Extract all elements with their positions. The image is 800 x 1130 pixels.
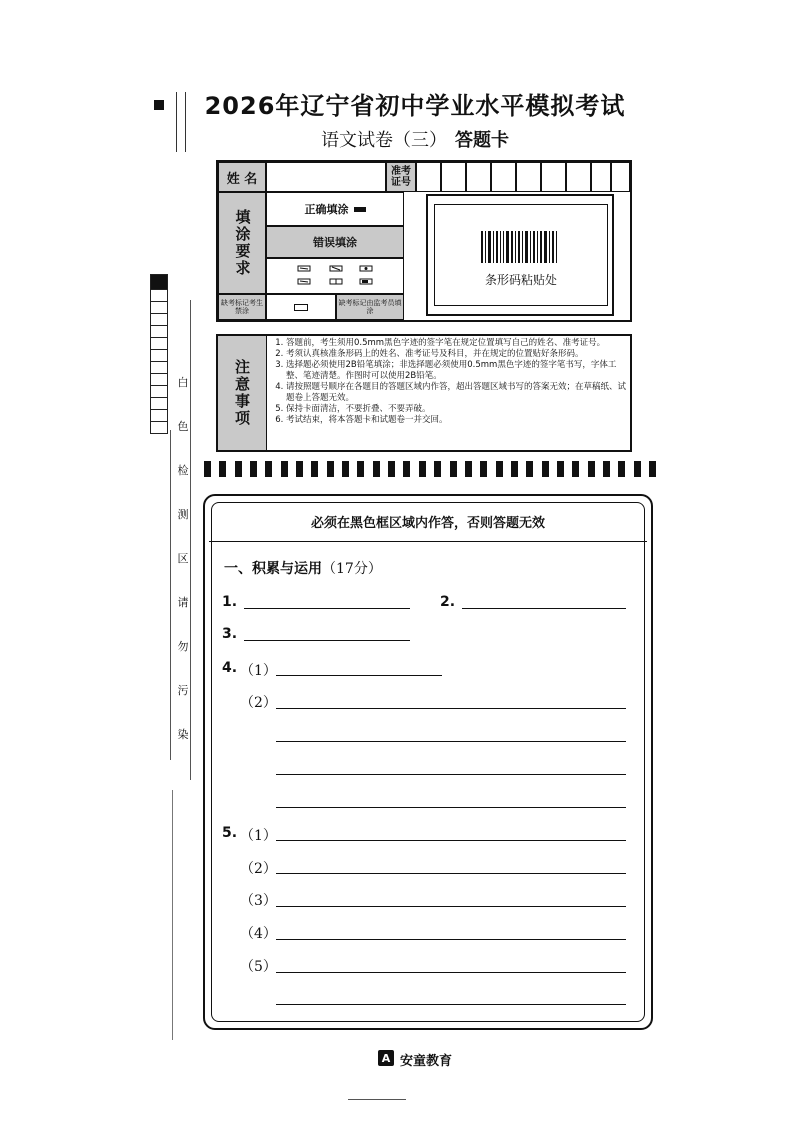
barcode-label: 条形码粘贴处 (484, 273, 557, 287)
exam-id-label: 准考证号 (386, 162, 416, 192)
warning-char: 污 (177, 684, 189, 697)
question-1-answer-line[interactable] (244, 608, 410, 609)
timing-mark (419, 461, 426, 477)
exam-id-digit[interactable] (541, 162, 566, 192)
warning-char: 勿 (177, 640, 189, 653)
question-5-3-answer-line[interactable] (276, 906, 626, 907)
empty-mark-icon (294, 304, 308, 311)
question-5-label: 5. (222, 825, 238, 841)
question-4-2-answer-line[interactable] (276, 741, 626, 742)
timing-mark (450, 461, 457, 477)
question-4-1-answer-line[interactable] (276, 675, 442, 676)
timing-mark (311, 461, 318, 477)
name-label: 姓 名 (218, 162, 266, 192)
answer-card-label: 答题卡 (455, 130, 509, 151)
timing-mark (542, 461, 549, 477)
timing-mark (296, 461, 303, 477)
section-name: 一、积累与运用 (224, 561, 322, 577)
notice-item: 3. 选择题必须使用2B铅笔填涂；非选择题必须使用0.5mm黑色字迹的签字笔书写，字体工整、笔迹清楚。作图时可以使用2B铅笔。 (286, 360, 626, 382)
warning-char: 染 (177, 728, 189, 741)
timing-mark (588, 461, 595, 477)
notice-box (216, 334, 632, 452)
timing-mark (250, 461, 257, 477)
timing-mark (357, 461, 364, 477)
barcode-inner-frame (434, 204, 608, 306)
timing-mark (496, 461, 503, 477)
timing-mark (649, 461, 656, 477)
absent-mark-box[interactable] (266, 294, 336, 320)
timing-mark (388, 461, 395, 477)
correct-fill-row (266, 192, 404, 226)
barcode-area (426, 194, 614, 316)
question-4-sub-1-label: （1） (240, 663, 277, 679)
exam-id-digit[interactable] (441, 162, 466, 192)
brand-name: 安童教育 (400, 1054, 453, 1069)
warning-divider (209, 541, 647, 542)
absent-student-label: 缺考标记考生禁涂 (218, 294, 266, 320)
notice-list (272, 338, 626, 426)
section-score: （17分） (322, 561, 382, 577)
answer-warning: 必须在黑色框区域内作答，否则答题无效 (310, 516, 545, 531)
warning-char: 测 (177, 508, 189, 521)
timing-mark (465, 461, 472, 477)
timing-mark (526, 461, 533, 477)
timing-mark (265, 461, 272, 477)
exam-id-digit[interactable] (416, 162, 441, 192)
name-field[interactable] (266, 162, 386, 192)
barcode-icon (481, 231, 565, 263)
white-check-zone-label (176, 376, 190, 772)
timing-mark (434, 461, 441, 477)
page-footer-line (348, 1099, 406, 1100)
binding-line (176, 92, 186, 152)
color-check-strip (150, 274, 168, 434)
timing-mark (342, 461, 349, 477)
wrong-mark-examples-icon (280, 264, 390, 288)
question-1-label: 1. (222, 594, 238, 610)
question-5-2-answer-line[interactable] (276, 873, 626, 874)
exam-id-digit[interactable] (491, 162, 516, 192)
exam-id-digit[interactable] (566, 162, 591, 192)
timing-mark (557, 461, 564, 477)
question-4-sub-2-label: （2） (240, 695, 277, 711)
notice-item: 2. 考须认真核准条形码上的姓名、准考证号及科目，并在规定的位置贴好条形码。 (286, 349, 626, 360)
question-4-2-answer-line[interactable] (276, 708, 626, 709)
notice-item: 1. 答题前，考生须用0.5mm黑色字迹的签字笔在规定位置填写自己的姓名、准考证号。 (286, 338, 626, 349)
exam-id-digit[interactable] (611, 162, 630, 192)
question-5-5-answer-line[interactable] (276, 972, 626, 973)
subject-label: 语文试卷（三） (321, 130, 447, 151)
filled-mark-icon (354, 207, 366, 212)
timing-mark (281, 461, 288, 477)
corner-marker-icon (154, 100, 164, 110)
question-5-sub-2-label: （2） (240, 861, 277, 877)
question-3-answer-line[interactable] (244, 640, 410, 641)
timing-mark (572, 461, 579, 477)
question-4-label: 4. (222, 660, 238, 676)
timing-mark (235, 461, 242, 477)
warning-char: 检 (177, 464, 189, 477)
notice-item: 4. 请按照题号顺序在各题目的答题区域内作答，超出答题区域书写的答案无效；在草稿纸、试题卷上答题无效。 (286, 382, 626, 404)
question-4-2-answer-line[interactable] (276, 807, 626, 808)
notice-item: 6. 考试结束，将本答题卡和试题卷一并交回。 (286, 415, 626, 426)
binding-line-left (170, 430, 171, 760)
question-5-sub-3-label: （3） (240, 893, 277, 909)
question-5-4-answer-line[interactable] (276, 939, 626, 940)
timing-mark (618, 461, 625, 477)
wrong-fill-examples (266, 258, 404, 294)
exam-id-digit[interactable] (466, 162, 491, 192)
correct-fill-label: 正确填涂 (304, 203, 349, 216)
page-subtitle (180, 126, 650, 152)
wrong-fill-label: 错误填涂 (266, 226, 404, 258)
timing-mark (373, 461, 380, 477)
page-title: 2026年辽宁省初中学业水平模拟考试 (204, 92, 626, 120)
binding-line-right (190, 300, 191, 780)
warning-char: 区 (177, 552, 189, 565)
fill-requirement-label: 填涂要求 (218, 192, 266, 294)
question-2-answer-line[interactable] (462, 608, 626, 609)
timing-mark-strip (204, 461, 656, 477)
timing-mark (327, 461, 334, 477)
question-3-label: 3. (222, 626, 238, 642)
timing-mark (603, 461, 610, 477)
warning-char: 请 (177, 596, 189, 609)
timing-mark (403, 461, 410, 477)
warning-char: 色 (177, 420, 189, 433)
question-5-1-answer-line[interactable] (276, 840, 626, 841)
question-5-sub-4-label: （4） (240, 926, 277, 942)
section-title (224, 558, 382, 578)
question-5-5-answer-line[interactable] (276, 1004, 626, 1005)
absent-proctor-label: 缺考标记由监考员填涂 (336, 294, 404, 320)
warning-char: 白 (177, 376, 189, 389)
timing-mark (511, 461, 518, 477)
exam-id-digit[interactable] (591, 162, 611, 192)
question-4-2-answer-line[interactable] (276, 774, 626, 775)
timing-mark (480, 461, 487, 477)
timing-mark (219, 461, 226, 477)
timing-mark (204, 461, 211, 477)
question-5-sub-5-label: （5） (240, 959, 277, 975)
notice-header: 注意事项 (218, 336, 267, 450)
question-5-sub-1-label: （1） (240, 828, 277, 844)
brand-logo-icon: A (378, 1050, 394, 1066)
exam-id-digit[interactable] (516, 162, 541, 192)
question-2-label: 2. (440, 594, 456, 610)
timing-mark (634, 461, 641, 477)
notice-item: 5. 保持卡面清洁，不要折叠、不要弄破。 (286, 404, 626, 415)
binding-line-bottom (172, 790, 173, 1040)
